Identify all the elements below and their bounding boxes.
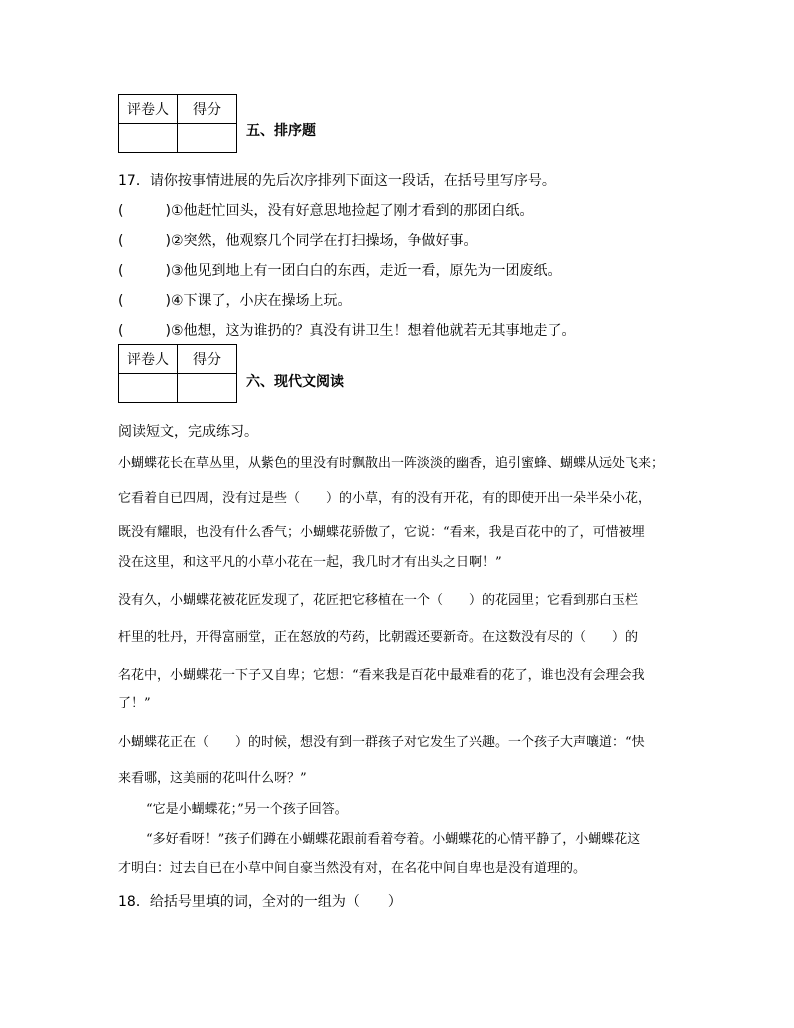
grader-label: 评卷人 (119, 345, 178, 374)
score-box (118, 94, 237, 153)
reading-intro: 阅读短文，完成练习。 (118, 424, 258, 440)
passage-line: “它是小蝴蝶花；”另一个孩子回答。 (146, 802, 348, 817)
score-cell[interactable] (178, 374, 237, 403)
score-box (118, 344, 237, 403)
passage-line: 了！” (118, 696, 151, 711)
passage-line: “多好看呀！”孩子们蹲在小蝴蝶花跟前看着夸着。小蝴蝶花的心情平静了，小蝴蝶花这 (146, 832, 641, 847)
list-item: ( )④下课了，小庆在操场上玩。 (118, 293, 352, 309)
passage-line: 才明白：过去自已在小草中间自豪当然没有对，在名花中间自卑也是没有道理的。 (118, 861, 587, 876)
section-title: 五、排序题 (246, 123, 316, 139)
list-item: ( )①他赶忙回头，没有好意思地捡起了刚才看到的那团白纸。 (118, 203, 534, 219)
passage-line: 来看哪，这美丽的花叫什么呀？” (118, 771, 307, 786)
passage-line: 杆里的牡丹，开得富丽堂，正在怒放的芍药，比朝霞还要新奇。在这数没有尽的（ ）的 (118, 630, 639, 645)
score-cell[interactable] (178, 124, 237, 153)
passage-line: 没在这里，和这平凡的小草小花在一起，我几时才有出头之日啊！” (118, 555, 502, 570)
list-item: ( )③他见到地上有一团白白的东西，走近一看，原先为一团废纸。 (118, 263, 562, 279)
passage-line: 既没有耀眼，也没有什么香气；小蝴蝶花骄傲了，它说：“看来，我是百花中的了，可惜被埋 (118, 525, 645, 540)
question-17: 17．请你按事情进展的先后次序排列下面这一段话，在括号里写序号。 (118, 173, 556, 189)
grader-label: 评卷人 (119, 95, 178, 124)
question-18: 18．给括号里填的词，全对的一组为（ ） (118, 894, 402, 910)
grader-cell[interactable] (119, 124, 178, 153)
passage-line: 小蝴蝶花长在草丛里，从紫色的里没有时飘散出一阵淡淡的幽香，追引蜜蜂、蝴蝶从远处飞来； (118, 456, 665, 471)
passage-line: 名花中，小蝴蝶花一下子又自卑；它想：“看来我是百花中最难看的花了，谁也没有会理会我 (118, 668, 645, 683)
passage-line: 它看着自已四周，没有过是些（ ）的小草，有的没有开花，有的即使开出一朵半朵小花， (118, 491, 652, 506)
grader-cell[interactable] (119, 374, 178, 403)
passage-line: 小蝴蝶花正在（ ）的时候，想没有到一群孩子对它发生了兴趣。一个孩子大声嚷道：“快 (118, 735, 645, 750)
score-label: 得分 (178, 95, 237, 124)
passage-line: 没有久，小蝴蝶花被花匠发现了，花匠把它移植在一个（ ）的花园里；它看到那白玉栏 (118, 593, 639, 608)
section-title: 六、现代文阅读 (246, 374, 344, 390)
list-item: ( )⑤他想，这为谁扔的？真没有讲卫生！想着他就若无其事地走了。 (118, 323, 576, 339)
list-item: ( )②突然，他观察几个同学在打扫操场，争做好事。 (118, 233, 478, 249)
score-label: 得分 (178, 345, 237, 374)
